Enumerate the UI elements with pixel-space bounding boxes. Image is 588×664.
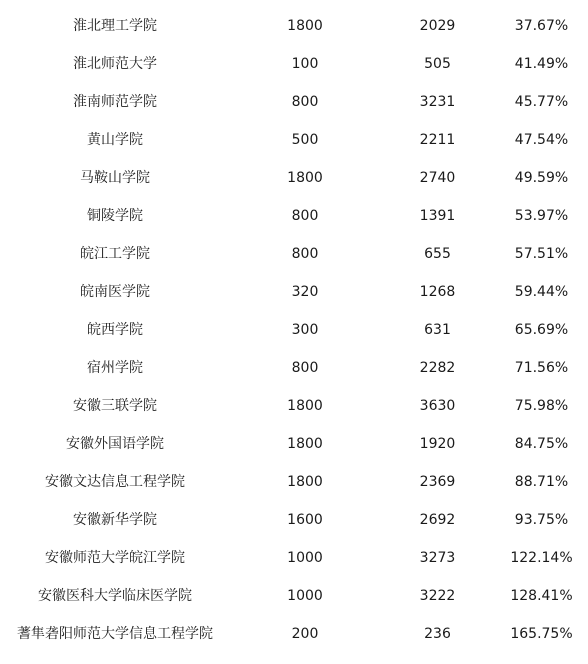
school-name: 淮北师范大学 xyxy=(73,56,157,72)
table-row xyxy=(0,273,588,311)
plan-count: 1800 xyxy=(287,436,323,452)
school-name: 安徽新华学院 xyxy=(73,512,157,528)
table-row xyxy=(0,463,588,501)
applicant-count: 631 xyxy=(424,322,451,338)
school-name: 安徽三联学院 xyxy=(73,398,157,414)
table-row xyxy=(0,425,588,463)
applicant-count: 2740 xyxy=(419,170,456,186)
plan-count: 200 xyxy=(291,626,319,642)
plan-count: 800 xyxy=(291,94,319,110)
plan-count: 1000 xyxy=(287,550,323,566)
table-row xyxy=(0,159,588,197)
plan-count: 1600 xyxy=(287,512,323,528)
rate-value: 59.44% xyxy=(514,284,569,300)
school-name: 淮北理工学院 xyxy=(73,18,157,34)
applicant-count: 1268 xyxy=(419,284,456,300)
applicant-count: 1920 xyxy=(419,436,456,452)
applicant-count: 3231 xyxy=(419,94,456,110)
rate-value: 128.41% xyxy=(510,588,573,604)
rate-value: 93.75% xyxy=(514,512,569,528)
applicant-count: 236 xyxy=(424,626,451,642)
rate-value: 41.49% xyxy=(514,56,569,72)
rate-value: 45.77% xyxy=(514,94,569,110)
school-name: 安徽师范大学皖江学院 xyxy=(45,550,185,566)
rate-value: 65.69% xyxy=(514,322,569,338)
school-name: 皖西学院 xyxy=(87,322,143,338)
table-row xyxy=(0,121,588,159)
table-row xyxy=(0,7,588,45)
school-name: 蓍隼砻阳师范大学信息工程学院 xyxy=(17,626,213,642)
table-row xyxy=(0,349,588,387)
applicant-count: 2692 xyxy=(419,512,456,528)
plan-count: 1800 xyxy=(287,474,323,490)
applicant-count: 3273 xyxy=(419,550,456,566)
plan-count: 1800 xyxy=(287,170,323,186)
applicant-count: 2029 xyxy=(419,18,456,34)
school-name: 马鞍山学院 xyxy=(80,170,150,186)
applicant-count: 3630 xyxy=(419,398,456,414)
table-row xyxy=(0,197,588,235)
plan-count: 100 xyxy=(291,56,319,72)
plan-count: 1800 xyxy=(287,398,323,414)
school-name: 皖南医学院 xyxy=(80,284,150,300)
table-row xyxy=(0,501,588,539)
plan-count: 800 xyxy=(291,360,319,376)
rate-value: 75.98% xyxy=(514,398,569,414)
plan-count: 1000 xyxy=(287,588,323,604)
applicant-count: 2369 xyxy=(419,474,456,490)
applicant-count: 1391 xyxy=(419,208,456,224)
school-name: 黄山学院 xyxy=(87,132,143,148)
table-row xyxy=(0,83,588,121)
rate-value: 57.51% xyxy=(514,246,569,262)
school-name: 淮南师范学院 xyxy=(73,94,157,110)
applicant-count: 655 xyxy=(424,246,451,262)
rate-value: 165.75% xyxy=(510,626,573,642)
table-row xyxy=(0,311,588,349)
applicant-count: 3222 xyxy=(419,588,456,604)
table-row xyxy=(0,235,588,273)
plan-count: 1800 xyxy=(287,18,323,34)
rate-value: 84.75% xyxy=(514,436,569,452)
table-row xyxy=(0,615,588,653)
school-name: 宿州学院 xyxy=(87,360,143,376)
applicant-count: 505 xyxy=(424,56,451,72)
rate-value: 122.14% xyxy=(510,550,573,566)
rate-value: 49.59% xyxy=(514,170,569,186)
rate-value: 71.56% xyxy=(514,360,569,376)
table-row xyxy=(0,577,588,615)
plan-count: 320 xyxy=(291,284,319,300)
table-row xyxy=(0,387,588,425)
applicant-count: 2211 xyxy=(419,132,456,148)
table-row xyxy=(0,539,588,577)
plan-count: 300 xyxy=(291,322,319,338)
school-name: 安徽医科大学临床医学院 xyxy=(38,588,192,604)
rate-value: 53.97% xyxy=(514,208,569,224)
applicant-count: 2282 xyxy=(419,360,456,376)
rate-value: 37.67% xyxy=(514,18,569,34)
plan-count: 500 xyxy=(291,132,319,148)
table-row xyxy=(0,45,588,83)
school-name: 皖江工学院 xyxy=(80,246,150,262)
school-name: 安徽外国语学院 xyxy=(66,436,164,452)
rate-value: 47.54% xyxy=(514,132,569,148)
rate-value: 88.71% xyxy=(514,474,569,490)
plan-count: 800 xyxy=(291,246,319,262)
school-name: 铜陵学院 xyxy=(87,208,143,224)
plan-count: 800 xyxy=(291,208,319,224)
school-name: 安徽文达信息工程学院 xyxy=(45,474,185,490)
